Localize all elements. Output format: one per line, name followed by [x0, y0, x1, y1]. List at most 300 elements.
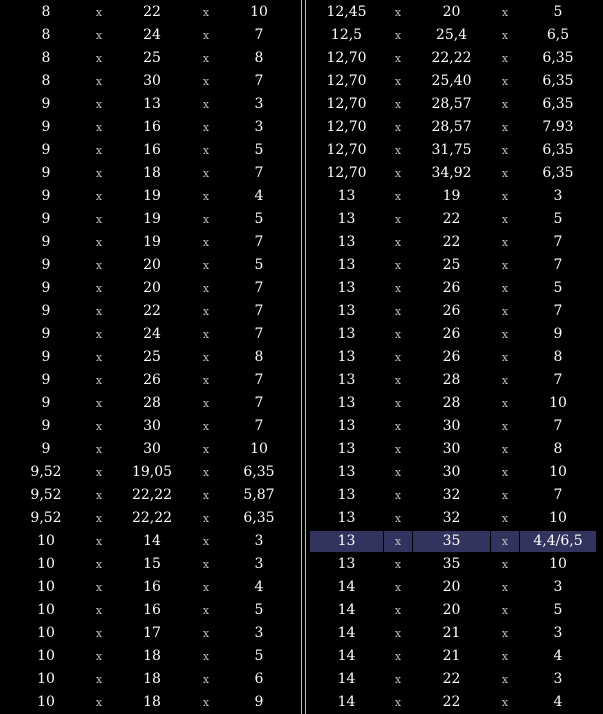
- dimension-inner: 14: [337, 625, 356, 641]
- dimension-thickness: 3: [254, 119, 264, 135]
- dimension-thickness: 5: [254, 211, 264, 227]
- dimension-inner: 12,45: [326, 4, 367, 20]
- column-divider: [305, 0, 306, 714]
- dimension-outer: 16: [143, 119, 161, 135]
- dimension-thickness: 8: [553, 441, 563, 457]
- table-row[interactable]: [307, 692, 599, 713]
- separator-x: x: [501, 650, 509, 663]
- separator-x: x: [394, 650, 402, 663]
- separator-x: x: [202, 305, 210, 318]
- table-row[interactable]: [307, 462, 599, 483]
- separator-x: x: [95, 29, 103, 42]
- separator-x: x: [95, 305, 103, 318]
- separator-x: x: [394, 259, 402, 272]
- separator-x: x: [394, 673, 402, 686]
- dimension-outer: 20: [442, 602, 461, 618]
- dimension-thickness: 7: [254, 395, 264, 411]
- separator-x: x: [95, 650, 103, 663]
- table-row[interactable]: [307, 600, 599, 621]
- dimension-inner: 13: [337, 257, 356, 273]
- dimension-outer: 30: [442, 441, 461, 457]
- dimension-thickness: 4: [254, 188, 264, 204]
- separator-x: x: [202, 29, 210, 42]
- dimension-inner: 12,70: [326, 73, 367, 89]
- dimension-inner: 12,70: [326, 50, 367, 66]
- separator-x: x: [394, 581, 402, 594]
- table-row[interactable]: [0, 324, 299, 345]
- separator-x: x: [202, 52, 210, 65]
- separator-x: x: [394, 305, 402, 318]
- dimension-thickness: 7: [553, 487, 563, 503]
- separator-x: x: [394, 121, 402, 134]
- separator-x: x: [202, 696, 210, 709]
- dimension-thickness: 7: [254, 165, 264, 181]
- table-row[interactable]: [307, 646, 599, 667]
- table-row[interactable]: [0, 623, 299, 644]
- dimension-thickness: 7: [553, 234, 563, 250]
- table-row[interactable]: [0, 347, 299, 368]
- dimension-outer: 30: [442, 418, 461, 434]
- table-row[interactable]: [307, 140, 599, 161]
- separator-x: x: [202, 190, 210, 203]
- table-row[interactable]: [0, 140, 299, 161]
- table-row[interactable]: [0, 71, 299, 92]
- dimension-inner: 9: [41, 326, 51, 342]
- dimension-inner: 14: [337, 694, 356, 710]
- dimension-thickness: 3: [553, 671, 563, 687]
- separator-x: x: [501, 420, 509, 433]
- separator-x: x: [394, 52, 402, 65]
- dimension-outer: 14: [143, 533, 161, 549]
- table-row[interactable]: [307, 71, 599, 92]
- dimension-inner: 13: [337, 510, 356, 526]
- dimension-thickness: 3: [254, 625, 264, 641]
- dimension-inner: 13: [337, 372, 356, 388]
- separator-x: x: [202, 466, 210, 479]
- table-row[interactable]: [307, 370, 599, 391]
- dimension-outer: 28: [442, 395, 461, 411]
- separator-x: x: [95, 75, 103, 88]
- table-row[interactable]: [307, 439, 599, 460]
- dimension-inner: 14: [337, 579, 356, 595]
- table-row[interactable]: [0, 416, 299, 437]
- size-table-left: [0, 0, 299, 714]
- dimension-outer: 18: [143, 694, 161, 710]
- dimension-inner: 10: [37, 602, 55, 618]
- table-row[interactable]: [307, 324, 599, 345]
- dimension-inner: 9: [41, 303, 51, 319]
- separator-x: x: [394, 236, 402, 249]
- dimension-outer: 22: [442, 211, 461, 227]
- table-row-selected[interactable]: [307, 531, 599, 552]
- dimension-outer: 26: [442, 280, 461, 296]
- separator-x: x: [202, 259, 210, 272]
- dimension-outer: 25,4: [435, 27, 468, 43]
- dimension-thickness: 6,35: [542, 96, 574, 112]
- dimension-inner: 13: [337, 556, 356, 572]
- separator-x: x: [394, 489, 402, 502]
- dimension-inner: 12,5: [330, 27, 363, 43]
- table-row[interactable]: [0, 2, 299, 23]
- separator-x: x: [501, 305, 509, 318]
- dimension-thickness: 7: [254, 372, 264, 388]
- dimension-inner: 12,70: [326, 165, 367, 181]
- dimension-inner: 9: [41, 349, 51, 365]
- dimension-outer: 20: [442, 579, 461, 595]
- dimension-outer: 24: [143, 326, 161, 342]
- dimension-outer: 28: [143, 395, 161, 411]
- dimension-thickness: 6,35: [542, 73, 574, 89]
- dimension-outer: 32: [442, 487, 461, 503]
- dimension-thickness: 7: [254, 418, 264, 434]
- separator-x: x: [95, 535, 103, 548]
- dimension-inner: 13: [337, 280, 356, 296]
- dimension-inner: 13: [337, 418, 356, 434]
- table-row[interactable]: [0, 508, 299, 529]
- table-row[interactable]: [307, 232, 599, 253]
- table-row[interactable]: [0, 531, 299, 552]
- dimension-outer: 24: [143, 27, 161, 43]
- table-row[interactable]: [307, 48, 599, 69]
- dimension-inner: 10: [37, 533, 55, 549]
- separator-x: x: [501, 397, 509, 410]
- separator-x: x: [501, 489, 509, 502]
- dimension-outer: 25,40: [431, 73, 472, 89]
- dimension-thickness: 7: [254, 326, 264, 342]
- dimension-outer: 19: [143, 188, 161, 204]
- table-row[interactable]: [307, 393, 599, 414]
- dimension-outer: 15: [143, 556, 161, 572]
- dimension-outer: 19: [143, 211, 161, 227]
- separator-x: x: [394, 29, 402, 42]
- separator-x: x: [202, 512, 210, 525]
- dimension-outer: 22: [143, 4, 161, 20]
- separator-x: x: [394, 466, 402, 479]
- dimension-inner: 9: [41, 257, 51, 273]
- dimension-inner: 14: [337, 602, 356, 618]
- dimension-thickness: 7.93: [542, 119, 574, 135]
- table-row[interactable]: [0, 255, 299, 276]
- dimension-thickness: 3: [553, 579, 563, 595]
- dimension-thickness: 5,87: [243, 487, 275, 503]
- separator-x: x: [95, 121, 103, 134]
- table-row[interactable]: [0, 577, 299, 598]
- dimension-outer: 16: [143, 142, 161, 158]
- dimension-outer: 26: [143, 372, 161, 388]
- separator-x: x: [501, 29, 509, 42]
- table-row[interactable]: [307, 94, 599, 115]
- dimension-outer: 28,57: [431, 119, 472, 135]
- dimension-thickness: 8: [254, 50, 264, 66]
- dimension-thickness: 5: [254, 257, 264, 273]
- table-row[interactable]: [307, 508, 599, 529]
- dimension-inner: 13: [310, 531, 383, 552]
- table-row[interactable]: [0, 462, 299, 483]
- dimension-thickness: 5: [553, 602, 563, 618]
- dimension-inner: 10: [37, 671, 55, 687]
- table-row[interactable]: [307, 577, 599, 598]
- separator-x: x: [202, 581, 210, 594]
- separator-x: x: [394, 6, 402, 19]
- dimension-thickness: 5: [553, 280, 563, 296]
- dimension-outer: 22: [143, 303, 161, 319]
- dimension-outer: 21: [442, 648, 461, 664]
- dimension-inner: 12,70: [326, 119, 367, 135]
- dimension-outer: 22: [442, 234, 461, 250]
- separator-x: x: [394, 282, 402, 295]
- table-row[interactable]: [0, 25, 299, 46]
- separator-x: x: [394, 351, 402, 364]
- dimension-outer: 28: [442, 372, 461, 388]
- separator-x: x: [501, 466, 509, 479]
- dimension-inner: 9: [41, 280, 51, 296]
- dimension-thickness: 7: [553, 257, 563, 273]
- size-table-right: [307, 0, 599, 714]
- dimension-thickness: 3: [553, 625, 563, 641]
- separator-x: x: [95, 144, 103, 157]
- dimension-thickness: 6,35: [542, 142, 574, 158]
- separator-x: x: [394, 98, 402, 111]
- dimension-thickness: 10: [549, 464, 567, 480]
- dimension-thickness: 7: [553, 303, 563, 319]
- dimension-thickness: 7: [254, 280, 264, 296]
- dimension-outer: 22,22: [431, 50, 472, 66]
- dimension-outer: 22,22: [131, 487, 173, 503]
- separator-x: x: [501, 167, 509, 180]
- table-row[interactable]: [0, 117, 299, 138]
- dimension-thickness: 4,4/6,5: [520, 531, 596, 552]
- column-divider: [301, 0, 302, 714]
- dimension-outer: 16: [143, 602, 161, 618]
- separator-x: x: [95, 328, 103, 341]
- separator-x: x: [394, 558, 402, 571]
- dimension-outer: 30: [143, 441, 161, 457]
- table-row[interactable]: [0, 600, 299, 621]
- table-row[interactable]: [307, 301, 599, 322]
- separator-x: x: [202, 489, 210, 502]
- dimension-inner: 10: [37, 579, 55, 595]
- table-row[interactable]: [307, 278, 599, 299]
- dimension-thickness: 8: [254, 349, 264, 365]
- dimension-thickness: 5: [553, 211, 563, 227]
- separator-x: x: [501, 52, 509, 65]
- separator-x: x: [394, 144, 402, 157]
- separator-x: x: [95, 259, 103, 272]
- separator-x: x: [394, 696, 402, 709]
- separator-x: x: [501, 6, 509, 19]
- dimension-outer: 32: [442, 510, 461, 526]
- table-row[interactable]: [0, 692, 299, 713]
- separator-x: x: [501, 98, 509, 111]
- dimension-outer: 17: [143, 625, 161, 641]
- separator-x: x: [95, 213, 103, 226]
- table-row[interactable]: [307, 623, 599, 644]
- table-row[interactable]: [307, 347, 599, 368]
- separator-x: x: [95, 604, 103, 617]
- separator-x: x: [95, 282, 103, 295]
- dimension-outer: 22: [442, 694, 461, 710]
- dimension-outer: 22: [442, 671, 461, 687]
- separator-x: x: [202, 443, 210, 456]
- dimension-outer: 22,22: [131, 510, 173, 526]
- table-row[interactable]: [307, 117, 599, 138]
- dimension-thickness: 4: [553, 648, 563, 664]
- separator-x: x: [95, 558, 103, 571]
- separator-x: x: [394, 397, 402, 410]
- dimension-thickness: 6,35: [542, 50, 574, 66]
- table-row[interactable]: [307, 485, 599, 506]
- separator-x: x: [95, 420, 103, 433]
- separator-x: x: [501, 328, 509, 341]
- table-row[interactable]: [307, 209, 599, 230]
- dimension-inner: 13: [337, 303, 356, 319]
- dimension-outer: 25: [143, 50, 161, 66]
- dimension-inner: 9: [41, 441, 51, 457]
- separator-x: x: [202, 213, 210, 226]
- dimension-inner: 12,70: [326, 96, 367, 112]
- dimension-outer: 30: [143, 73, 161, 89]
- table-row[interactable]: [0, 209, 299, 230]
- table-row[interactable]: [0, 485, 299, 506]
- dimension-thickness: 7: [254, 303, 264, 319]
- table-row[interactable]: [0, 278, 299, 299]
- dimension-thickness: 3: [254, 96, 264, 112]
- dimension-inner: 9: [41, 418, 51, 434]
- table-row[interactable]: [0, 94, 299, 115]
- dimension-inner: 10: [37, 556, 55, 572]
- separator-x: x: [202, 535, 210, 548]
- separator-x: x: [202, 558, 210, 571]
- dimension-thickness: 5: [254, 648, 264, 664]
- dimension-outer: 28,57: [431, 96, 472, 112]
- dimension-thickness: 10: [549, 556, 567, 572]
- separator-x: x: [501, 351, 509, 364]
- separator-x: x: [202, 650, 210, 663]
- table-row[interactable]: [0, 554, 299, 575]
- separator-x: x: [95, 443, 103, 456]
- dimension-inner: 9: [41, 188, 51, 204]
- separator-x: x: [491, 531, 519, 552]
- separator-x: x: [394, 374, 402, 387]
- dimension-inner: 8: [41, 27, 51, 43]
- dimension-inner: 10: [37, 625, 55, 641]
- dimension-thickness: 4: [553, 694, 563, 710]
- separator-x: x: [95, 581, 103, 594]
- separator-x: x: [394, 213, 402, 226]
- separator-x: x: [95, 374, 103, 387]
- dimension-inner: 9: [41, 395, 51, 411]
- table-row[interactable]: [0, 439, 299, 460]
- dimension-thickness: 9: [553, 326, 563, 342]
- separator-x: x: [394, 75, 402, 88]
- table-row[interactable]: [307, 554, 599, 575]
- table-row[interactable]: [0, 669, 299, 690]
- table-row[interactable]: [0, 301, 299, 322]
- separator-x: x: [394, 190, 402, 203]
- table-row[interactable]: [0, 232, 299, 253]
- separator-x: x: [202, 351, 210, 364]
- dimension-outer: 18: [143, 671, 161, 687]
- separator-x: x: [202, 167, 210, 180]
- separator-x: x: [202, 98, 210, 111]
- table-row[interactable]: [307, 255, 599, 276]
- dimension-inner: 9: [41, 165, 51, 181]
- table-row[interactable]: [307, 2, 599, 23]
- dimension-thickness: 5: [254, 142, 264, 158]
- table-row[interactable]: [307, 669, 599, 690]
- separator-x: x: [501, 443, 509, 456]
- separator-x: x: [95, 489, 103, 502]
- table-row[interactable]: [307, 163, 599, 184]
- dimension-thickness: 10: [549, 510, 567, 526]
- separator-x: x: [501, 604, 509, 617]
- dimension-thickness: 3: [254, 556, 264, 572]
- separator-x: x: [202, 627, 210, 640]
- table-row[interactable]: [307, 186, 599, 207]
- separator-x: x: [202, 144, 210, 157]
- table-row[interactable]: [0, 393, 299, 414]
- separator-x: x: [202, 374, 210, 387]
- dimension-outer: 20: [143, 280, 161, 296]
- separator-x: x: [501, 558, 509, 571]
- separator-x: x: [95, 466, 103, 479]
- separator-x: x: [202, 236, 210, 249]
- dimension-inner: 9: [41, 211, 51, 227]
- table-row[interactable]: [307, 416, 599, 437]
- dimension-outer: 26: [442, 326, 461, 342]
- table-row[interactable]: [0, 48, 299, 69]
- separator-x: x: [501, 512, 509, 525]
- dimension-thickness: 10: [549, 395, 567, 411]
- separator-x: x: [202, 420, 210, 433]
- separator-x: x: [95, 627, 103, 640]
- dimension-outer: 25: [143, 349, 161, 365]
- dimension-thickness: 7: [254, 234, 264, 250]
- dimension-inner: 9: [41, 234, 51, 250]
- dimension-thickness: 6,35: [243, 464, 275, 480]
- dimension-inner: 9,52: [30, 487, 62, 503]
- dimension-outer: 31,75: [431, 142, 472, 158]
- separator-x: x: [202, 75, 210, 88]
- dimension-outer: 13: [143, 96, 161, 112]
- separator-x: x: [394, 604, 402, 617]
- separator-x: x: [95, 512, 103, 525]
- separator-x: x: [501, 121, 509, 134]
- dimension-outer: 19,05: [131, 464, 173, 480]
- dimension-outer: 19: [143, 234, 161, 250]
- dimension-inner: 13: [337, 441, 356, 457]
- dimension-outer: 18: [143, 648, 161, 664]
- dimension-outer: 20: [442, 4, 461, 20]
- table-row[interactable]: [0, 646, 299, 667]
- dimension-inner: 8: [41, 73, 51, 89]
- dimension-outer: 16: [143, 579, 161, 595]
- dimension-outer: 18: [143, 165, 161, 181]
- dimension-thickness: 7: [553, 372, 563, 388]
- separator-x: x: [202, 604, 210, 617]
- dimension-inner: 9,52: [30, 464, 62, 480]
- dimension-inner: 14: [337, 648, 356, 664]
- table-row[interactable]: [0, 186, 299, 207]
- table-row[interactable]: [0, 163, 299, 184]
- table-row[interactable]: [307, 25, 599, 46]
- dimension-thickness: 7: [254, 27, 264, 43]
- separator-x: x: [394, 328, 402, 341]
- dimension-thickness: 3: [254, 533, 264, 549]
- dimension-outer: 25: [442, 257, 461, 273]
- separator-x: x: [95, 167, 103, 180]
- table-row[interactable]: [0, 370, 299, 391]
